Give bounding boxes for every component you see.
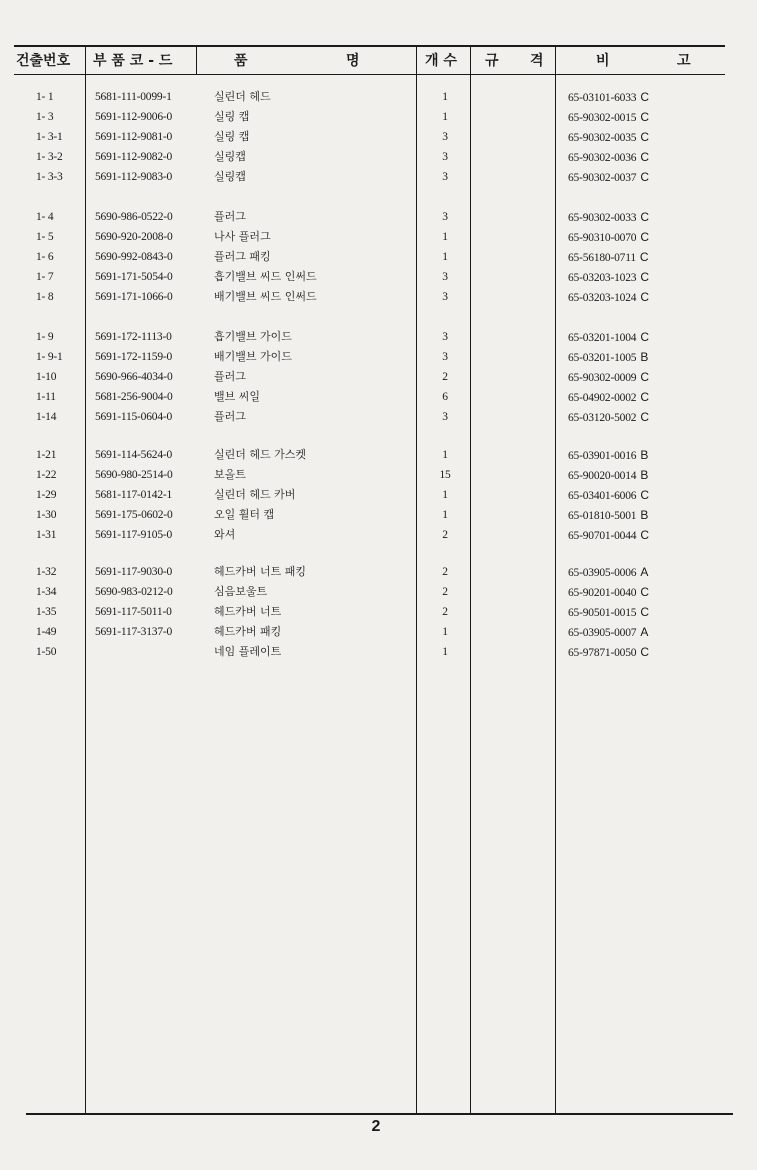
part-quantity: 1 (442, 509, 448, 521)
part-number: 1- 3 (36, 111, 54, 123)
table-row (0, 645, 757, 661)
reference-number: 65-90501-0015 (568, 607, 637, 619)
part-name: 배기밸브 씨드 인써드 (214, 290, 317, 303)
part-quantity: 15 (439, 469, 451, 481)
part-name: 실린더 헤드 가스켓 (214, 448, 307, 461)
table-row (0, 625, 757, 641)
reference-code (568, 350, 648, 365)
reference-number: 65-04902-0002 (568, 392, 637, 404)
table-row (0, 605, 757, 621)
part-code: 5690-920-2008-0 (95, 231, 173, 243)
part-quantity: 1 (442, 626, 448, 638)
grade-letter: C (640, 488, 649, 502)
table-row (0, 350, 757, 366)
reference-code (568, 488, 649, 503)
part-name: 배기밸브 가이드 (214, 350, 292, 363)
part-code: 5691-171-1066-0 (95, 291, 173, 303)
header-name-2: 명 (346, 53, 360, 69)
table-row (0, 90, 757, 106)
part-name: 보올트 (214, 468, 246, 481)
part-number: 1- 3-1 (36, 131, 63, 143)
part-number: 1-14 (36, 411, 57, 423)
part-name: 헤드카버 너트 (214, 605, 282, 618)
part-quantity: 2 (442, 371, 448, 383)
part-quantity: 3 (442, 131, 448, 143)
reference-code (568, 585, 649, 600)
grade-letter: B (640, 448, 649, 462)
grade-letter: A (640, 625, 649, 639)
part-number: 1- 6 (36, 251, 54, 263)
grade-letter: C (640, 150, 649, 164)
part-number: 1-10 (36, 371, 57, 383)
part-name: 오일 휠터 캡 (214, 508, 275, 521)
part-quantity: 6 (442, 391, 448, 403)
grade-letter: C (640, 330, 649, 344)
reference-number: 65-90302-0033 (568, 212, 637, 224)
reference-number: 65-90302-0037 (568, 172, 637, 184)
part-name: 플러그 (214, 210, 246, 223)
reference-number: 65-97871-0050 (568, 647, 637, 659)
header-no: 건출번호 (16, 53, 71, 69)
grade-letter: C (640, 410, 649, 424)
table-row (0, 270, 757, 286)
part-number: 1-29 (36, 489, 57, 501)
part-name: 실린더 헤드 카버 (214, 488, 296, 501)
reference-code (568, 170, 649, 185)
reference-code (568, 528, 649, 543)
reference-code (568, 150, 649, 165)
part-quantity: 2 (442, 566, 448, 578)
grade-letter: C (640, 585, 649, 599)
table-row (0, 528, 757, 544)
table-row (0, 210, 757, 226)
reference-code (568, 370, 649, 385)
reference-code (568, 390, 649, 405)
part-quantity: 1 (442, 449, 448, 461)
reference-number: 65-90302-0015 (568, 112, 637, 124)
reference-code (568, 270, 649, 285)
page-number: 2 (371, 1118, 381, 1135)
part-number: 1-11 (36, 391, 56, 403)
reference-number: 65-03101-6033 (568, 92, 637, 104)
reference-code (568, 110, 649, 125)
part-number: 1- 4 (36, 211, 54, 223)
column-divider-5 (555, 47, 556, 1115)
reference-number: 65-90310-0070 (568, 232, 637, 244)
reference-number: 65-03201-1005 (568, 352, 637, 364)
part-number: 1- 5 (36, 231, 54, 243)
grade-letter: C (640, 110, 649, 124)
table-row (0, 508, 757, 524)
reference-code (568, 565, 648, 580)
table-row (0, 448, 757, 464)
part-quantity: 3 (442, 331, 448, 343)
reference-code (568, 130, 649, 145)
part-number: 1-35 (36, 606, 57, 618)
part-name: 헤드카버 너트 패킹 (214, 565, 307, 578)
header-spec-2: 격 (530, 53, 544, 69)
reference-number: 65-90302-0035 (568, 132, 637, 144)
part-number: 1-21 (36, 449, 57, 461)
table-row (0, 110, 757, 126)
column-divider-4 (470, 47, 471, 1115)
grade-letter: C (640, 528, 649, 542)
reference-number: 65-03905-0006 (568, 567, 637, 579)
part-number: 1-22 (36, 469, 57, 481)
part-code: 5691-117-9030-0 (95, 566, 173, 578)
header-remark-2: 고 (677, 53, 691, 69)
table-row (0, 468, 757, 484)
reference-number: 65-03905-0007 (568, 627, 637, 639)
reference-code (568, 468, 648, 483)
reference-number: 65-90201-0040 (568, 587, 637, 599)
part-name: 헤드카버 패킹 (214, 625, 282, 638)
part-quantity: 3 (442, 171, 448, 183)
part-code: 5691-117-9105-0 (95, 529, 173, 541)
grade-letter: C (640, 605, 649, 619)
column-divider-3 (416, 47, 417, 1115)
reference-number: 65-03120-5002 (568, 412, 637, 424)
part-quantity: 1 (442, 91, 448, 103)
part-code: 5690-986-0522-0 (95, 211, 173, 223)
part-name: 흡기밸브 씨드 인써드 (214, 270, 317, 283)
part-quantity: 3 (442, 211, 448, 223)
part-quantity: 3 (442, 411, 448, 423)
part-code: 5691-112-9082-0 (95, 151, 173, 163)
table-row (0, 250, 757, 266)
part-code: 5690-980-2514-0 (95, 469, 173, 481)
part-name: 심음보울트 (214, 585, 268, 598)
grade-letter: C (640, 230, 649, 244)
part-name: 밸브 씨일 (214, 390, 261, 403)
part-quantity: 3 (442, 291, 448, 303)
reference-number: 65-03901-0016 (568, 450, 637, 462)
grade-letter: B (640, 508, 649, 522)
part-code: 5691-171-5054-0 (95, 271, 173, 283)
part-name: 와셔 (214, 528, 236, 541)
reference-number: 65-90701-0044 (568, 530, 637, 542)
part-code: 5691-112-9006-0 (95, 111, 173, 123)
part-code: 5691-114-5624-0 (95, 449, 173, 461)
part-name: 실링 캡 (214, 110, 250, 123)
top-rule (14, 45, 725, 47)
grade-letter: C (640, 270, 649, 284)
part-quantity: 3 (442, 151, 448, 163)
part-code: 5691-112-9083-0 (95, 171, 173, 183)
reference-number: 65-90302-0036 (568, 152, 637, 164)
grade-letter: A (640, 565, 649, 579)
part-name: 실링 캡 (214, 130, 250, 143)
part-code: 5681-111-0099-1 (95, 91, 172, 103)
part-number: 1-49 (36, 626, 57, 638)
header-name-1: 품 (234, 53, 248, 69)
part-number: 1-50 (36, 646, 57, 658)
table-row (0, 170, 757, 186)
part-name: 나사 플러그 (214, 230, 271, 243)
part-code: 5691-172-1113-0 (95, 331, 172, 343)
reference-code (568, 508, 648, 523)
header-spec-1: 규 (485, 53, 499, 69)
part-quantity: 1 (442, 231, 448, 243)
part-code: 5681-117-0142-1 (95, 489, 173, 501)
reference-number: 65-90302-0009 (568, 372, 637, 384)
header-code: 부 품 코 - 드 (93, 53, 173, 69)
part-name: 실링캡 (214, 150, 246, 163)
reference-code (568, 625, 648, 640)
grade-letter: C (640, 370, 649, 384)
reference-number: 65-03203-1023 (568, 272, 637, 284)
part-quantity: 3 (442, 351, 448, 363)
part-code: 5690-992-0843-0 (95, 251, 173, 263)
part-name: 실링캡 (214, 170, 246, 183)
part-quantity: 3 (442, 271, 448, 283)
table-row (0, 390, 757, 406)
reference-code (568, 605, 649, 620)
part-code: 5691-112-9081-0 (95, 131, 173, 143)
reference-number: 65-01810-5001 (568, 510, 637, 522)
grade-letter: C (639, 250, 649, 264)
part-number: 1-32 (36, 566, 57, 578)
part-code: 5691-117-3137-0 (95, 626, 173, 638)
table-row (0, 330, 757, 346)
part-code: 5691-115-0604-0 (95, 411, 173, 423)
part-quantity: 1 (442, 646, 448, 658)
grade-letter: B (640, 350, 649, 364)
column-divider-2 (196, 47, 197, 75)
part-code: 5691-172-1159-0 (95, 351, 173, 363)
header-rule (14, 74, 725, 75)
grade-letter: C (640, 210, 649, 224)
grade-letter: C (640, 645, 649, 659)
part-quantity: 1 (442, 251, 448, 263)
grade-letter: C (640, 170, 649, 184)
part-quantity: 2 (442, 606, 448, 618)
part-number: 1- 7 (36, 271, 54, 283)
part-number: 1- 9-1 (36, 351, 63, 363)
table-row (0, 150, 757, 166)
part-code: 5690-983-0212-0 (95, 586, 173, 598)
table-row (0, 585, 757, 601)
reference-code (568, 250, 648, 265)
part-number: 1-31 (36, 529, 57, 541)
table-row (0, 130, 757, 146)
reference-code (568, 210, 649, 225)
table-row (0, 488, 757, 504)
reference-code (568, 448, 648, 463)
reference-number: 65-03201-1004 (568, 332, 637, 344)
part-quantity: 1 (442, 111, 448, 123)
part-code: 5690-966-4034-0 (95, 371, 173, 383)
reference-number: 65-03203-1024 (568, 292, 637, 304)
part-code: 5691-117-5011-0 (95, 606, 172, 618)
grade-letter: B (640, 468, 649, 482)
part-name: 실린더 헤드 (214, 90, 271, 103)
part-name: 플러그 패킹 (214, 250, 271, 263)
part-number: 1- 9 (36, 331, 54, 343)
part-name: 플러그 (214, 370, 246, 383)
part-number: 1- 3-2 (36, 151, 63, 163)
grade-letter: C (640, 90, 649, 104)
reference-code (568, 90, 649, 105)
column-divider-1 (85, 47, 86, 1115)
part-code: 5691-175-0602-0 (95, 509, 173, 521)
part-number: 1-34 (36, 586, 57, 598)
reference-code (568, 645, 649, 660)
part-number: 1-30 (36, 509, 57, 521)
table-row (0, 370, 757, 386)
reference-number: 65-90020-0014 (568, 470, 637, 482)
part-quantity: 2 (442, 529, 448, 541)
reference-code (568, 410, 649, 425)
part-code: 5681-256-9004-0 (95, 391, 173, 403)
part-name: 흡기밸브 가이드 (214, 330, 292, 343)
grade-letter: C (640, 290, 649, 304)
part-number: 1- 1 (36, 91, 54, 103)
table-row (0, 290, 757, 306)
reference-code (568, 230, 649, 245)
reference-number: 65-56180-0711 (568, 252, 636, 264)
part-name: 플러그 (214, 410, 246, 423)
table-row (0, 230, 757, 246)
table-row (0, 565, 757, 581)
reference-code (568, 290, 649, 305)
grade-letter: C (640, 390, 649, 404)
part-number: 1- 8 (36, 291, 54, 303)
header-qty: 개 수 (425, 53, 457, 69)
part-name: 네임 플레이트 (214, 645, 282, 658)
part-quantity: 2 (442, 586, 448, 598)
bottom-rule (26, 1113, 733, 1115)
table-row (0, 410, 757, 426)
header-remark-1: 비 (596, 53, 610, 69)
reference-number: 65-03401-6006 (568, 490, 637, 502)
grade-letter: C (640, 130, 649, 144)
reference-code (568, 330, 649, 345)
part-quantity: 1 (442, 489, 448, 501)
part-number: 1- 3-3 (36, 171, 63, 183)
